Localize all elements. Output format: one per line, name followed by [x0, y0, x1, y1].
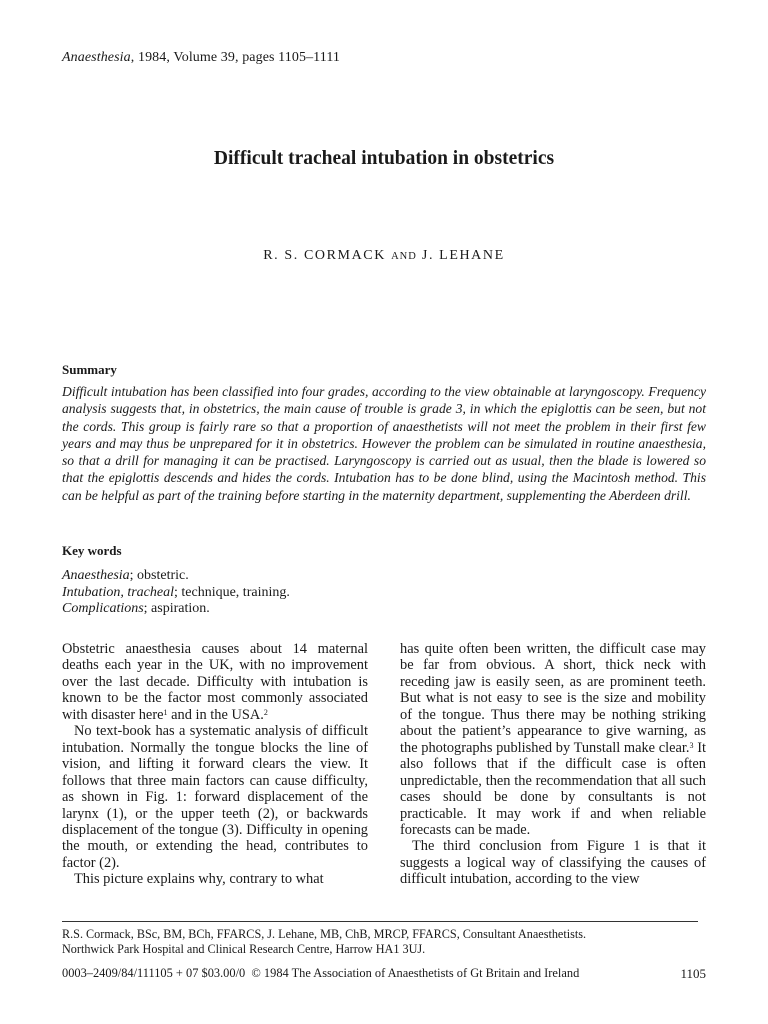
keyword-label: Complications — [62, 601, 144, 616]
keyword-value: ; obstetric. — [129, 568, 189, 583]
footnote-divider — [62, 921, 698, 922]
keyword-value: ; technique, training. — [174, 584, 290, 600]
body-column-right — [400, 641, 706, 888]
body-paragraph: This picture explains why, contrary to what — [74, 871, 324, 888]
article-authors — [0, 248, 768, 264]
page-footer — [62, 966, 706, 981]
affiliation-line: R.S. Cormack, BSc, BM, BCh, FFARCS, J. Lehane, MB, ChB, MRCP, FFARCS, Consultant Anaesthetists. — [62, 927, 587, 941]
keyword-item — [62, 601, 290, 618]
body-paragraph: The third conclusion from Figure 1 is that it suggests a logical way of classifying the causes of difficult intubation, according to the view — [400, 838, 706, 888]
reference-marker[interactable]: 3 — [689, 740, 694, 750]
summary-heading: Summary — [62, 362, 117, 377]
keywords-list — [62, 568, 290, 618]
page-number: 1105 — [680, 966, 706, 981]
body-paragraph: No text-book has a systematic analysis of difficult intubation. Normally the tongue blocks the line of vision, and lifting it forward clears the view. It follows that three main factors can cause difficulty, as shown in Fig. 1: forward displacement of the larynx (1), or the upper teeth (2), or backwards displacement of the tongue (3). Difficulty in opening the mouth, or extending the head, contributes to factor (2). — [62, 723, 368, 871]
keyword-value: ; aspiration. — [143, 601, 210, 616]
copyright-notice: © 1984 The Association of Anaesthetists of Gt Britain and Ireland — [251, 966, 580, 980]
paragraph-text: and in the USA. — [167, 706, 264, 723]
keyword-label: Intubation, tracheal — [62, 584, 174, 600]
reference-marker[interactable]: 2 — [263, 707, 268, 717]
keywords-heading: Key words — [62, 543, 122, 558]
paragraph-text: It also follows that if the difficult case is often unpredictable, then the recommendation that all such cases should be done by consultants is not practicable. It may work if and when reliable forecasts can be made. — [400, 739, 706, 838]
affiliation-line: Northwick Park Hospital and Clinical Research Centre, Harrow HA1 3UJ. — [62, 941, 426, 956]
keyword-item — [62, 585, 290, 602]
authors-conjunction: AND — [391, 251, 417, 262]
journal-name: Anaesthesia — [62, 50, 131, 65]
body-paragraph — [62, 641, 368, 723]
reference-marker[interactable]: 1 — [163, 707, 168, 717]
article-code: 0003–2409/84/111105 + 07 $03.00/0 — [62, 966, 246, 980]
summary-text: Difficult intubation has been classified into four grades, according to the view obtainable at laryngoscopy. Frequency analysis suggests that, in obstetrics, the main cause of trouble is grade 3, in which the epiglottis can be seen, but not the cords. This group is fairly rare so that a proportion of anaesthetists will not meet the problem in their first few years and may thus be unprepared for it in obstetrics. However the problem can be simulated in routine anaesthesia, so that a drill for managing it can be practised. Laryngoscopy is carried out as usual, then the blade is lowered so that the epiglottis descends and hides the cords. Intubation has to be done blind, using the Macintosh method. This can be helpful as part of the training before starting in the maternity department, supplementing the Aberdeen drill. — [62, 384, 706, 503]
journal-citation — [62, 50, 340, 66]
paragraph-text: Obstetric anaesthesia causes about 14 maternal deaths each year in the UK, with no improvement over the last decade. Difficulty with intubation is known to be the factor most commonly associated with disaster here — [62, 641, 368, 723]
author-2: J. LEHANE — [421, 248, 505, 263]
keyword-item — [62, 568, 290, 585]
author-1: R. S. CORMACK — [263, 248, 386, 263]
author-affiliations — [62, 927, 712, 956]
article-title: Difficult tracheal intubation in obstetrics — [213, 148, 555, 169]
body-column-left — [62, 641, 368, 888]
paragraph-text: has quite often been written, the difficult case may be far from obvious. A short, thick neck with receding jaw is easily seen, as are prominent teeth. But what is not easy to see is the size and mobility of the tongue. Thus there may be nothing striking about the patient’s appearance to give warning, as the photographs published by Tunstall make clear. — [400, 641, 706, 756]
keyword-label: Anaesthesia — [62, 568, 130, 583]
citation-details: , 1984, Volume 39, pages 1105–1111 — [130, 50, 341, 65]
body-paragraph — [400, 641, 706, 838]
